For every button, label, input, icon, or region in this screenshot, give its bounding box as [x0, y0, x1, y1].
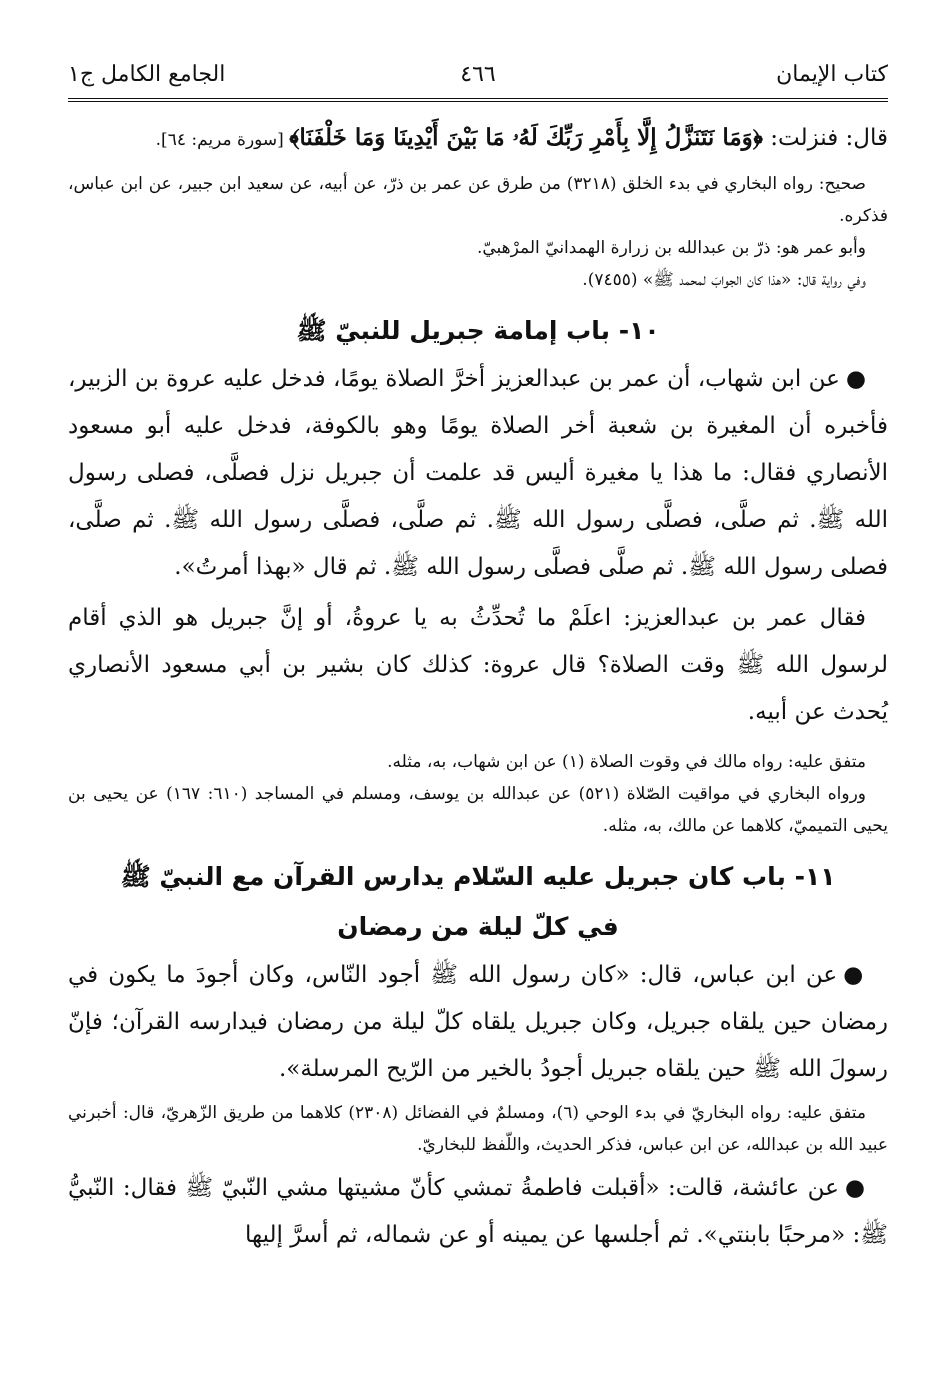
hadith-paragraph: [68, 952, 888, 1093]
chapter-heading-line: ١١- باب كان جبريل عليه السّلام يدارس القرآن مع النبيّ ﷺ: [120, 862, 836, 891]
takhrij-note: متفق عليه: رواه البخاريّ في بدء الوحي (٦)، ومسلمٌ في الفضائل (٢٣٠٨) كلاهما من طريق الزّهريّ، قال: أخبرني عبيد الله بن عبدالله، عن ابن عباس، فذكر الحديث، واللّفظ للبخاريّ.: [68, 1103, 888, 1155]
hadith-text: عن ابن شهاب، أن عمر بن عبدالعزيز أخرَّ الصلاة يومًا، فدخل عليه عروة بن الزبير، فأخبره أن المغيرة بن شعبة أخر الصلاة يومًا وهو بالكوفة، فدخل عليه أبو مسعود الأنصاري فقال: ما هذا يا مغيرة أليس قد علمت أن جبريل نزل فصلَّى، فصلى رسول الله ﷺ. ثم صلَّى، فصلَّى رسول الله ﷺ. ثم صلَّى، فصلَّى رسول الله ﷺ. ثم صلَّى، فصلى رسول الله ﷺ. ثم صلَّى فصلَّى رسول الله ﷺ. ثم قال «بهذا أمرتُ».: [68, 366, 888, 580]
collection-title: الجامع الكامل ج١: [68, 62, 226, 87]
quran-lead: قال: فنزلت:: [762, 125, 888, 151]
takhrij-note: متفق عليه: رواه مالك في وقوت الصلاة (١) عن ابن شهاب، به، مثله.: [387, 752, 866, 772]
narrator-note: وأبو عمر هو: ذرّ بن عبدالله بن زرارة الهمدانيّ المرْهبيّ.: [476, 238, 866, 258]
quran-citation: [سورة مريم: ٦٤].: [155, 130, 290, 150]
running-header: [68, 52, 888, 102]
page-number: ٤٦٦: [460, 62, 496, 87]
hadith-paragraph: [68, 1165, 888, 1259]
quran-paragraph: [68, 114, 888, 164]
bullet-icon: ●: [844, 1175, 866, 1201]
hadith-text: عن ابن عباس، قال: «كان رسول الله ﷺ أجود النّاس، وكان أجودَ ما يكون في رمضان حين يلقاه جبريل، وكان جبريل يلقاه كلّ ليلة من رمضان فيدارسه القرآن؛ فإنّ رسولَ الله ﷺ حين يلقاه جبريل أجودُ بالخير من الرّيح المرسلة».: [68, 962, 888, 1082]
takhrij-note: ورواه البخاري في مواقيت الصّلاة (٥٢١) عن عبدالله بن يوسف، ومسلم في المساجد (٦١٠: ١٦٧) عن يحيى بن يحيى التميميّ، كلاهما عن مالك، به، مثله.: [68, 784, 888, 836]
bullet-icon: ●: [843, 962, 866, 988]
chapter-heading-11: [68, 852, 888, 952]
hadith-continuation: فقال عمر بن عبدالعزيز: اعلَمْ ما تُحدِّثُ به يا عروةُ، أو إنَّ جبريل هو الذي أقام لرسول الله ﷺ وقت الصلاة؟ قال عروة: كذلك كان بشير بن أبي مسعود الأنصاري يُحدث عن أبيه.: [68, 605, 888, 725]
bullet-icon: ●: [845, 366, 867, 392]
chapter-heading-line: في كلّ ليلة من رمضان: [337, 912, 619, 941]
chapter-heading-10: ١٠- باب إمامة جبريل للنبيّ ﷺ: [296, 316, 660, 345]
variant-note: وفي رواية قال: «هذا كان الجوابَ لمحمد ﷺ» (٧٤٥٥).: [582, 270, 866, 290]
takhrij-note: صحيح: رواه البخاري في بدء الخلق (٣٢١٨) من طرق عن عمر بن ذرّ، عن أبيه، عن سعيد ابن جبير، عن ابن عباس، فذكره.: [68, 174, 888, 226]
book-page: [68, 52, 888, 1259]
book-title: كتاب الإيمان: [776, 62, 888, 87]
hadith-paragraph: [68, 356, 888, 591]
hadith-text: عن عائشة، قالت: «أقبلت فاطمةُ تمشي كأنّ مشيتها مشي النّبيّ ﷺ فقال: النّبيُّ ﷺ: «مرحبًا بابنتي». ثم أجلسها عن يمينه أو عن شماله، ثم أسرَّ إليها: [68, 1175, 888, 1248]
quran-verse: ﴿وَمَا نَتَنَزَّلُ إِلَّا بِأَمْرِ رَبِّكَ لَهُۥ مَا بَيْنَ أَيْدِينَا وَمَا خَلْفَنَا﴾: [289, 124, 763, 151]
